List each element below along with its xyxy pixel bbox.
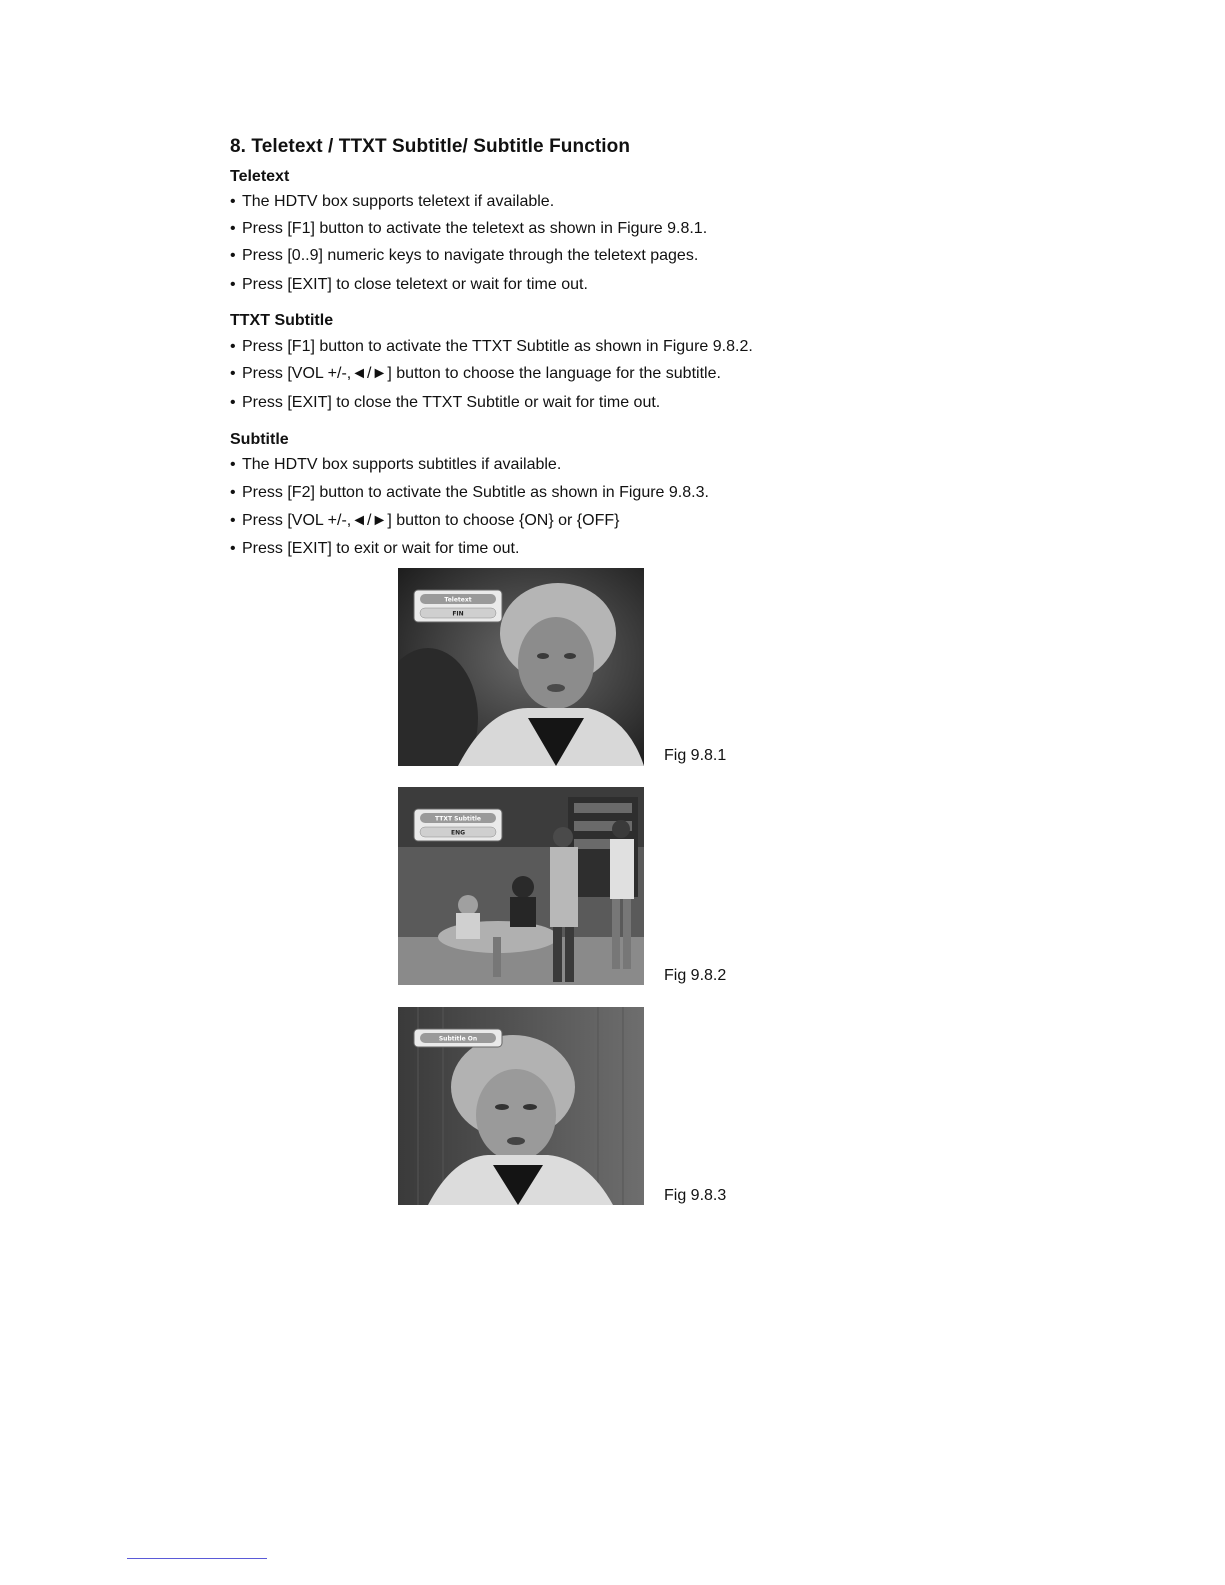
bullet-icon: • — [230, 365, 236, 382]
list-item: • Press [0..9] numeric keys to navigate through the teletext pages. — [230, 247, 699, 264]
list-item: • The HDTV box supports subtitles if available. — [230, 456, 562, 473]
osd-title: TTXT Subtitle — [435, 815, 481, 823]
bullet-icon: • — [230, 247, 236, 264]
list-item: • Press [F1] button to activate the teletext as shown in Figure 9.8.1. — [230, 220, 708, 237]
osd-title: Subtitle On — [438, 1035, 478, 1043]
list-item: • Press [F1] button to activate the TTXT Subtitle as shown in Figure 9.8.2. — [230, 338, 753, 355]
bullet-icon: • — [230, 540, 236, 557]
figure-subtitle-screenshot — [398, 1007, 644, 1205]
figure-caption: Fig 9.8.3 — [664, 1187, 727, 1204]
osd-value: FIN — [452, 610, 464, 618]
bullet-icon: • — [230, 394, 236, 411]
list-item: • Press [EXIT] to close the TTXT Subtitle or wait for time out. — [230, 394, 661, 411]
figure-caption: Fig 9.8.1 — [664, 747, 727, 764]
section-heading-teletext: Teletext — [230, 168, 290, 185]
list-item: • Press [EXIT] to exit or wait for time out. — [230, 540, 520, 557]
footer-line — [127, 1558, 267, 1559]
page-title: 8. Teletext / TTXT Subtitle/ Subtitle Function — [230, 136, 631, 157]
bullet-icon: • — [230, 276, 236, 293]
section-heading-subtitle: Subtitle — [230, 431, 289, 448]
figure-teletext-screenshot — [398, 568, 644, 766]
list-item: • Press [VOL +/-,◄/►] button to choose {ON} or {OFF} — [230, 512, 620, 529]
list-item: • Press [VOL +/-,◄/►] button to choose the language for the subtitle. — [230, 365, 721, 382]
bullet-icon: • — [230, 484, 236, 501]
osd-title: Teletext — [444, 596, 472, 604]
list-item: • Press [EXIT] to close teletext or wait for time out. — [230, 276, 588, 293]
list-item: • Press [F2] button to activate the Subtitle as shown in Figure 9.8.3. — [230, 484, 709, 501]
bullet-icon: • — [230, 512, 236, 529]
figure-caption: Fig 9.8.2 — [664, 967, 727, 984]
bullet-icon: • — [230, 220, 236, 237]
bullet-icon: • — [230, 456, 236, 473]
bullet-icon: • — [230, 193, 236, 210]
bullet-icon: • — [230, 338, 236, 355]
list-item: • The HDTV box supports teletext if available. — [230, 193, 555, 210]
osd-value: ENG — [450, 829, 466, 837]
figure-ttxt-subtitle-screenshot — [398, 787, 644, 985]
section-heading-ttxt-subtitle: TTXT Subtitle — [230, 312, 334, 329]
